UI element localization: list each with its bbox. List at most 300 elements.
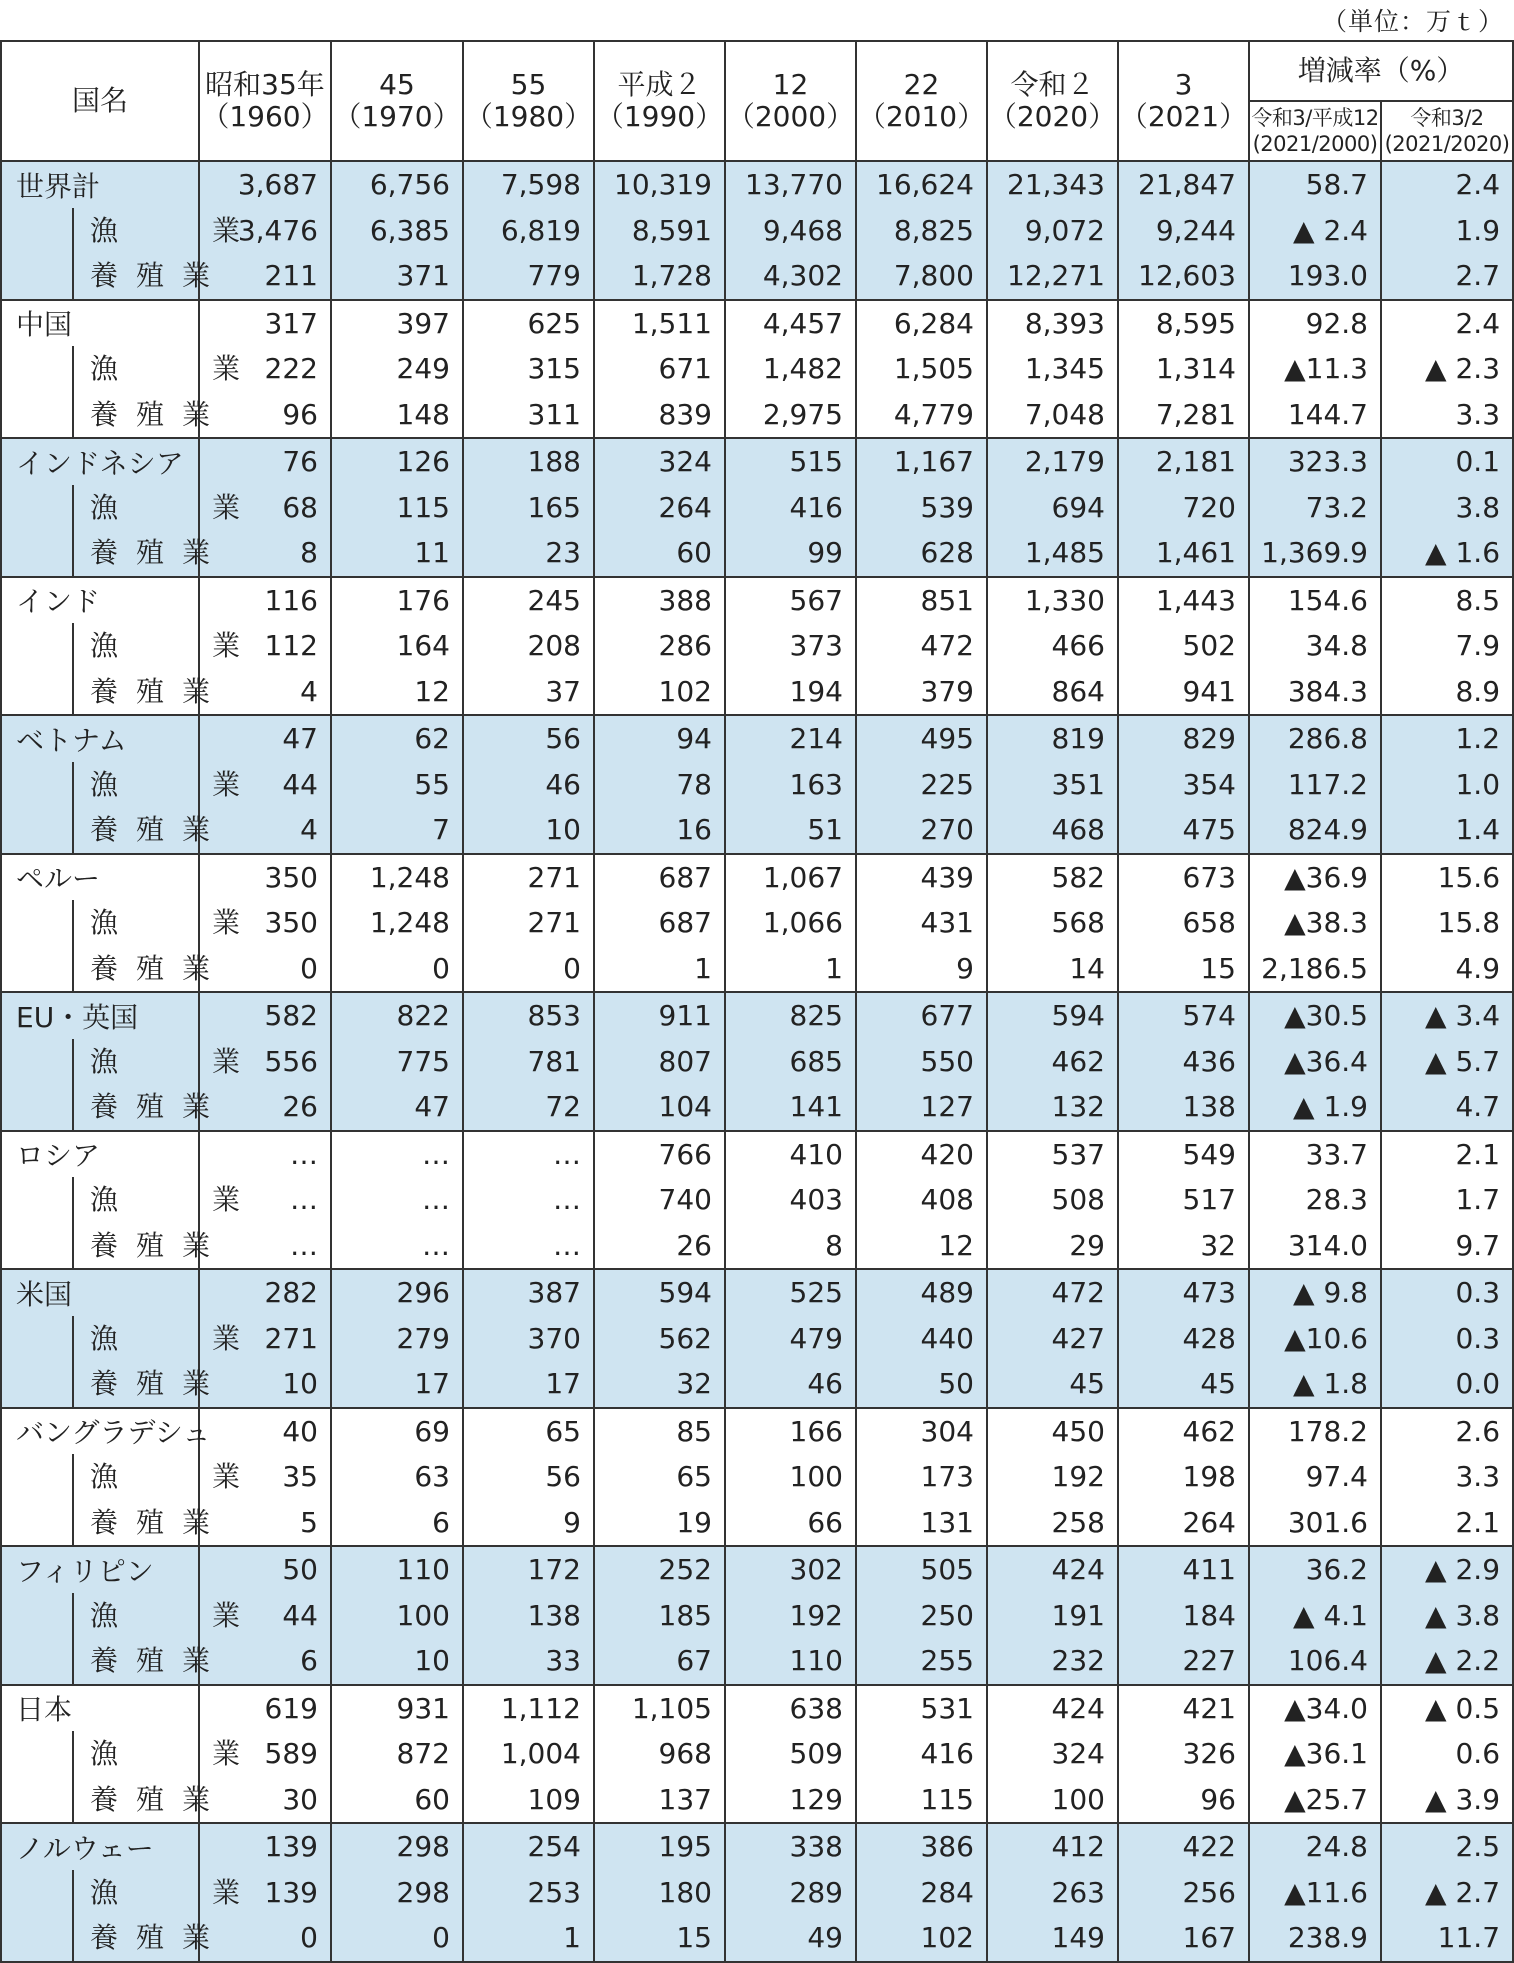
table-cell: 2.7	[1381, 253, 1513, 300]
sub-label-char: 養	[90, 1090, 119, 1123]
table-cell: 9	[463, 1500, 594, 1547]
table-cell: 12	[856, 1223, 987, 1270]
sub-label-char: 漁	[90, 906, 119, 939]
table-cell: 562	[594, 1316, 725, 1362]
table-row	[1, 1454, 1513, 1500]
table-row	[1, 161, 1513, 208]
table-cell: 475	[1118, 807, 1249, 854]
table-cell: 263	[987, 1870, 1118, 1916]
table-row	[1, 253, 1513, 300]
category-cell	[72, 1638, 210, 1684]
table-cell: 687	[594, 900, 725, 946]
table-cell: 462	[1118, 1408, 1249, 1455]
table-cell: 509	[725, 1731, 856, 1777]
table-cell: 100	[725, 1454, 856, 1500]
table-cell: 568	[987, 900, 1118, 946]
header-year-col: 22 （2010）	[856, 41, 987, 161]
table-cell: 1	[463, 1915, 594, 1962]
table-row	[1, 392, 1513, 439]
table-row	[1, 1546, 1513, 1593]
table-cell: …	[199, 1223, 331, 1270]
table-cell: 176	[331, 577, 463, 624]
table-cell: 440	[856, 1316, 987, 1362]
sub-label	[90, 1316, 240, 1362]
table-cell: 0	[463, 946, 594, 993]
sub-label-char: 業	[181, 1644, 210, 1677]
table-row	[1, 1777, 1513, 1824]
table-cell: 428	[1118, 1316, 1249, 1362]
table-cell: 549	[1118, 1131, 1249, 1178]
table-cell: 7,800	[856, 253, 987, 300]
category-name	[1, 1731, 240, 1777]
table-cell: 1,067	[725, 854, 856, 901]
table-cell: 7.9	[1381, 623, 1513, 669]
sub-label-char: 業	[181, 536, 210, 569]
table-cell: 45	[987, 1361, 1118, 1408]
table-cell: 15.8	[1381, 900, 1513, 946]
table-cell: 56	[463, 715, 594, 762]
table-cell: 324	[987, 1731, 1118, 1777]
table-cell: 4,779	[856, 392, 987, 439]
table-cell: 185	[594, 1593, 725, 1639]
table-cell: 106.4	[1249, 1638, 1381, 1685]
table-cell: 1.0	[1381, 762, 1513, 808]
table-cell: 1,728	[594, 253, 725, 300]
sub-label-char: 業	[181, 1228, 210, 1262]
category-cell	[72, 669, 210, 715]
sub-label	[90, 1731, 240, 1777]
table-cell: 1,345	[987, 346, 1118, 392]
table-cell: 69	[331, 1408, 463, 1455]
table-cell: 56	[463, 1454, 594, 1500]
table-row	[1, 762, 1513, 808]
table-cell: 255	[856, 1638, 987, 1685]
table-cell: 824.9	[1249, 807, 1381, 854]
table-cell: 1,112	[463, 1685, 594, 1732]
table-cell: 34.8	[1249, 623, 1381, 669]
table-cell: 853	[463, 992, 594, 1039]
sub-label-char: 業	[211, 490, 240, 524]
table-cell: 1,482	[725, 346, 856, 392]
table-cell: 589	[199, 1731, 331, 1777]
sub-label-char: 業	[181, 674, 210, 708]
table-cell: 473	[1118, 1269, 1249, 1316]
table-cell: 245	[463, 577, 594, 624]
sub-label-char: 殖	[135, 259, 164, 292]
table-cell: 819	[987, 715, 1118, 762]
table-cell: 222	[199, 346, 331, 392]
table-cell: 116	[199, 577, 331, 624]
table-cell: 238.9	[1249, 1915, 1381, 1962]
table-cell: 931	[331, 1685, 463, 1732]
table-cell: 73.2	[1249, 485, 1381, 531]
country-name: 世界計	[1, 161, 199, 208]
table-cell: 6,756	[331, 161, 463, 208]
table-row	[1, 1269, 1513, 1316]
table-cell: 1,461	[1118, 530, 1249, 577]
category-name	[1, 1870, 240, 1916]
table-cell: 6,385	[331, 208, 463, 254]
table-cell: 208	[463, 623, 594, 669]
sub-label	[90, 1177, 240, 1223]
table-cell: 2.4	[1381, 300, 1513, 347]
table-cell: 10,319	[594, 161, 725, 208]
table-cell: 350	[199, 854, 331, 901]
table-cell: 44	[199, 1593, 331, 1639]
table-cell: 21,847	[1118, 161, 1249, 208]
table-cell: 5	[199, 1500, 331, 1547]
table-cell: 32	[1118, 1223, 1249, 1270]
table-cell: 1,330	[987, 577, 1118, 624]
table-cell: 436	[1118, 1039, 1249, 1085]
table-row	[1, 1638, 1513, 1685]
table-cell: 45	[1118, 1361, 1249, 1408]
table-cell: 1,485	[987, 530, 1118, 577]
sub-label	[90, 807, 210, 853]
table-cell: 227	[1118, 1638, 1249, 1685]
table-row	[1, 1823, 1513, 1870]
table-cell: 289	[725, 1870, 856, 1916]
table-cell: 4	[199, 807, 331, 854]
table-cell: 258	[987, 1500, 1118, 1547]
table-cell: 594	[987, 992, 1118, 1039]
country-name: フィリピン	[1, 1546, 199, 1593]
table-cell: 271	[463, 854, 594, 901]
table-cell: 21,343	[987, 161, 1118, 208]
table-cell: ▲30.5	[1249, 992, 1381, 1039]
table-cell: 315	[463, 346, 594, 392]
country-name: ロシア	[1, 1131, 199, 1178]
table-cell: 8	[725, 1223, 856, 1270]
table-cell: 33.7	[1249, 1131, 1381, 1178]
sub-label-char: 殖	[135, 674, 164, 708]
sub-label-char: 殖	[135, 1505, 164, 1539]
table-cell: 15	[1118, 946, 1249, 993]
table-cell: 517	[1118, 1177, 1249, 1223]
sub-label	[90, 900, 240, 946]
table-cell: …	[199, 1131, 331, 1178]
sub-label-char: 業	[181, 1367, 210, 1400]
table-cell: 416	[725, 485, 856, 531]
table-cell: 29	[987, 1223, 1118, 1270]
table-cell: 173	[856, 1454, 987, 1500]
table-cell: 397	[331, 300, 463, 347]
header-country-name: 国名	[1, 41, 199, 161]
table-cell: 1,167	[856, 438, 987, 485]
sub-label-char: 業	[211, 1737, 240, 1770]
table-cell: 36.2	[1249, 1546, 1381, 1593]
category-cell	[72, 946, 210, 992]
country-name: ノルウェー	[1, 1823, 199, 1870]
table-cell: 466	[987, 623, 1118, 669]
category-cell	[72, 1361, 210, 1407]
table-cell: 55	[331, 762, 463, 808]
sub-label-char: 業	[181, 813, 210, 846]
header-rate-col: 令和3/平成12 (2021/2000)	[1249, 101, 1381, 161]
table-cell: 214	[725, 715, 856, 762]
table-cell: ▲ 2.4	[1249, 208, 1381, 254]
table-cell: 1,105	[594, 1685, 725, 1732]
sub-label-char: 漁	[90, 1321, 119, 1355]
table-row	[1, 1361, 1513, 1408]
table-row	[1, 1500, 1513, 1547]
table-cell: 68	[199, 485, 331, 531]
sub-label	[90, 1361, 210, 1407]
table-cell: 4.7	[1381, 1084, 1513, 1131]
sub-label	[90, 253, 210, 299]
table-cell: 350	[199, 900, 331, 946]
table-cell: 1,511	[594, 300, 725, 347]
table-cell: 296	[331, 1269, 463, 1316]
table-cell: 424	[987, 1685, 1118, 1732]
sub-label-char: 業	[181, 1090, 210, 1123]
table-cell: 271	[199, 1316, 331, 1362]
table-cell: 282	[199, 1269, 331, 1316]
table-cell: 30	[199, 1777, 331, 1824]
sub-label-char: 養	[90, 813, 119, 846]
category-name	[1, 485, 240, 531]
table-cell: 3.3	[1381, 1454, 1513, 1500]
table-cell: ▲11.6	[1249, 1870, 1381, 1916]
table-row	[1, 1131, 1513, 1178]
table-cell: 47	[199, 715, 331, 762]
category-cell	[72, 762, 240, 808]
sub-label	[90, 1870, 240, 1916]
table-cell: 1.4	[1381, 807, 1513, 854]
category-name	[1, 807, 210, 854]
table-cell: 286	[594, 623, 725, 669]
table-cell: 1,248	[331, 854, 463, 901]
table-cell: 462	[987, 1039, 1118, 1085]
country-name: 日本	[1, 1685, 199, 1732]
table-cell: 8	[199, 530, 331, 577]
table-cell: 164	[331, 623, 463, 669]
table-cell: 8,825	[856, 208, 987, 254]
table-cell: 472	[856, 623, 987, 669]
table-cell: 19	[594, 1500, 725, 1547]
table-cell: 109	[463, 1777, 594, 1824]
table-row	[1, 807, 1513, 854]
table-cell: 148	[331, 392, 463, 439]
sub-label-char: 殖	[135, 1228, 164, 1262]
table-cell: 373	[725, 623, 856, 669]
sub-label-char: 漁	[90, 213, 119, 247]
table-cell: 539	[856, 485, 987, 531]
sub-label-char: 業	[211, 1875, 240, 1909]
table-cell: 172	[463, 1546, 594, 1593]
sub-label-char: 養	[90, 397, 119, 431]
sub-label	[90, 1638, 210, 1684]
table-cell: 1,004	[463, 1731, 594, 1777]
table-cell: 3,476	[199, 208, 331, 254]
table-cell: 720	[1118, 485, 1249, 531]
sub-label-char: 業	[181, 1921, 210, 1954]
category-cell	[72, 392, 210, 438]
sub-label-char: 養	[90, 1921, 119, 1954]
sub-label-char: 業	[181, 1505, 210, 1539]
table-row	[1, 530, 1513, 577]
sub-label-char: 業	[211, 352, 240, 385]
category-cell	[72, 1870, 240, 1916]
table-cell: 65	[463, 1408, 594, 1455]
table-cell: 450	[987, 1408, 1118, 1455]
table-cell: 137	[594, 1777, 725, 1824]
table-cell: 12	[331, 669, 463, 716]
table-cell: 60	[594, 530, 725, 577]
table-cell: 51	[725, 807, 856, 854]
category-name	[1, 669, 210, 716]
sub-label	[90, 1454, 240, 1500]
table-cell: 141	[725, 1084, 856, 1131]
sub-label-char: 養	[90, 1367, 119, 1400]
table-cell: ▲ 4.1	[1249, 1593, 1381, 1639]
table-cell: 6,284	[856, 300, 987, 347]
header-year-col: 昭和35年 （1960）	[199, 41, 331, 161]
sub-label	[90, 669, 210, 715]
table-cell: 115	[856, 1777, 987, 1824]
table-cell: 864	[987, 669, 1118, 716]
table-cell: 2,179	[987, 438, 1118, 485]
table-cell: 687	[594, 854, 725, 901]
table-cell: 60	[331, 1777, 463, 1824]
table-cell: ▲ 3.8	[1381, 1593, 1513, 1639]
table-row	[1, 1084, 1513, 1131]
table-cell: 9.7	[1381, 1223, 1513, 1270]
table-cell: 192	[725, 1593, 856, 1639]
table-cell: 33	[463, 1638, 594, 1685]
table-cell: 15.6	[1381, 854, 1513, 901]
table-cell: 46	[463, 762, 594, 808]
category-name	[1, 208, 240, 254]
table-cell: 574	[1118, 992, 1249, 1039]
table-cell: …	[463, 1223, 594, 1270]
table-cell: 138	[463, 1593, 594, 1639]
table-cell: 781	[463, 1039, 594, 1085]
sub-label-char: 殖	[135, 1367, 164, 1400]
category-cell	[72, 900, 240, 946]
table-cell: 139	[199, 1823, 331, 1870]
sub-label-char: 養	[90, 1782, 119, 1816]
table-cell: 6	[331, 1500, 463, 1547]
category-name	[1, 1593, 240, 1639]
category-cell	[72, 485, 240, 531]
table-cell: 911	[594, 992, 725, 1039]
sub-label-char: 漁	[90, 767, 119, 801]
table-cell: 96	[199, 392, 331, 439]
table-cell: 2.1	[1381, 1500, 1513, 1547]
sub-label-char: 漁	[90, 1460, 119, 1493]
sub-label-char: 養	[90, 1228, 119, 1262]
table-cell: 370	[463, 1316, 594, 1362]
table-cell: 1,248	[331, 900, 463, 946]
category-cell	[72, 1084, 210, 1130]
category-name	[1, 1361, 210, 1408]
category-name	[1, 1316, 240, 1362]
sub-label-char: 殖	[135, 1921, 164, 1954]
table-cell: …	[331, 1177, 463, 1223]
table-cell: 2,186.5	[1249, 946, 1381, 993]
category-cell	[72, 1039, 240, 1085]
table-cell: 163	[725, 762, 856, 808]
table-cell: 304	[856, 1408, 987, 1455]
table-cell: 26	[594, 1223, 725, 1270]
table-cell: 1	[725, 946, 856, 993]
table-cell: 35	[199, 1454, 331, 1500]
table-cell: ▲ 2.2	[1381, 1638, 1513, 1685]
header-year-col: 55 （1980）	[463, 41, 594, 161]
table-row	[1, 346, 1513, 392]
sub-label-char: 養	[90, 1505, 119, 1539]
table-cell: 638	[725, 1685, 856, 1732]
table-cell: 76	[199, 438, 331, 485]
country-name: ベトナム	[1, 715, 199, 762]
table-cell: 1,066	[725, 900, 856, 946]
table-cell: …	[331, 1131, 463, 1178]
table-cell: ▲ 2.9	[1381, 1546, 1513, 1593]
sub-label	[90, 1500, 210, 1546]
table-cell: 139	[199, 1870, 331, 1916]
table-cell: 0.0	[1381, 1361, 1513, 1408]
table-cell: 7,281	[1118, 392, 1249, 439]
table-row	[1, 1316, 1513, 1362]
table-cell: 58.7	[1249, 161, 1381, 208]
table-cell: …	[199, 1177, 331, 1223]
table-cell: ▲ 5.7	[1381, 1039, 1513, 1085]
sub-label-char: 殖	[135, 1782, 164, 1816]
table-cell: 851	[856, 577, 987, 624]
table-cell: 100	[987, 1777, 1118, 1824]
table-cell: 117.2	[1249, 762, 1381, 808]
sub-label-char: 漁	[90, 1737, 119, 1770]
sub-label-char: 業	[181, 1782, 210, 1816]
sub-label-char: 漁	[90, 352, 119, 385]
table-cell: 479	[725, 1316, 856, 1362]
table-row	[1, 1685, 1513, 1732]
sub-label-char: 殖	[135, 1644, 164, 1677]
table-cell: 4,457	[725, 300, 856, 347]
table-cell: 0	[331, 1915, 463, 1962]
table-cell: 829	[1118, 715, 1249, 762]
table-cell: 232	[987, 1638, 1118, 1685]
sub-label	[90, 1223, 210, 1269]
table-cell: 10	[331, 1638, 463, 1685]
sub-label-char: 養	[90, 536, 119, 569]
category-cell	[72, 530, 210, 576]
table-cell: 416	[856, 1731, 987, 1777]
table-cell: 184	[1118, 1593, 1249, 1639]
sub-label	[90, 623, 240, 669]
table-row	[1, 1870, 1513, 1916]
table-cell: 8.9	[1381, 669, 1513, 716]
table-row	[1, 1039, 1513, 1085]
category-cell	[72, 623, 240, 669]
table-cell: 10	[463, 807, 594, 854]
sub-label	[90, 1777, 210, 1823]
sub-label	[90, 762, 240, 808]
category-name	[1, 1638, 210, 1685]
table-cell: 298	[331, 1823, 463, 1870]
sub-label-char: 業	[211, 1044, 240, 1078]
table-row	[1, 669, 1513, 716]
table-cell: 279	[331, 1316, 463, 1362]
sub-label-char: 業	[211, 1460, 240, 1493]
table-cell: 7,048	[987, 392, 1118, 439]
sub-label-char: 漁	[90, 629, 119, 662]
category-name	[1, 1223, 210, 1270]
table-cell: 66	[725, 1500, 856, 1547]
table-cell: 594	[594, 1269, 725, 1316]
table-cell: 531	[856, 1685, 987, 1732]
